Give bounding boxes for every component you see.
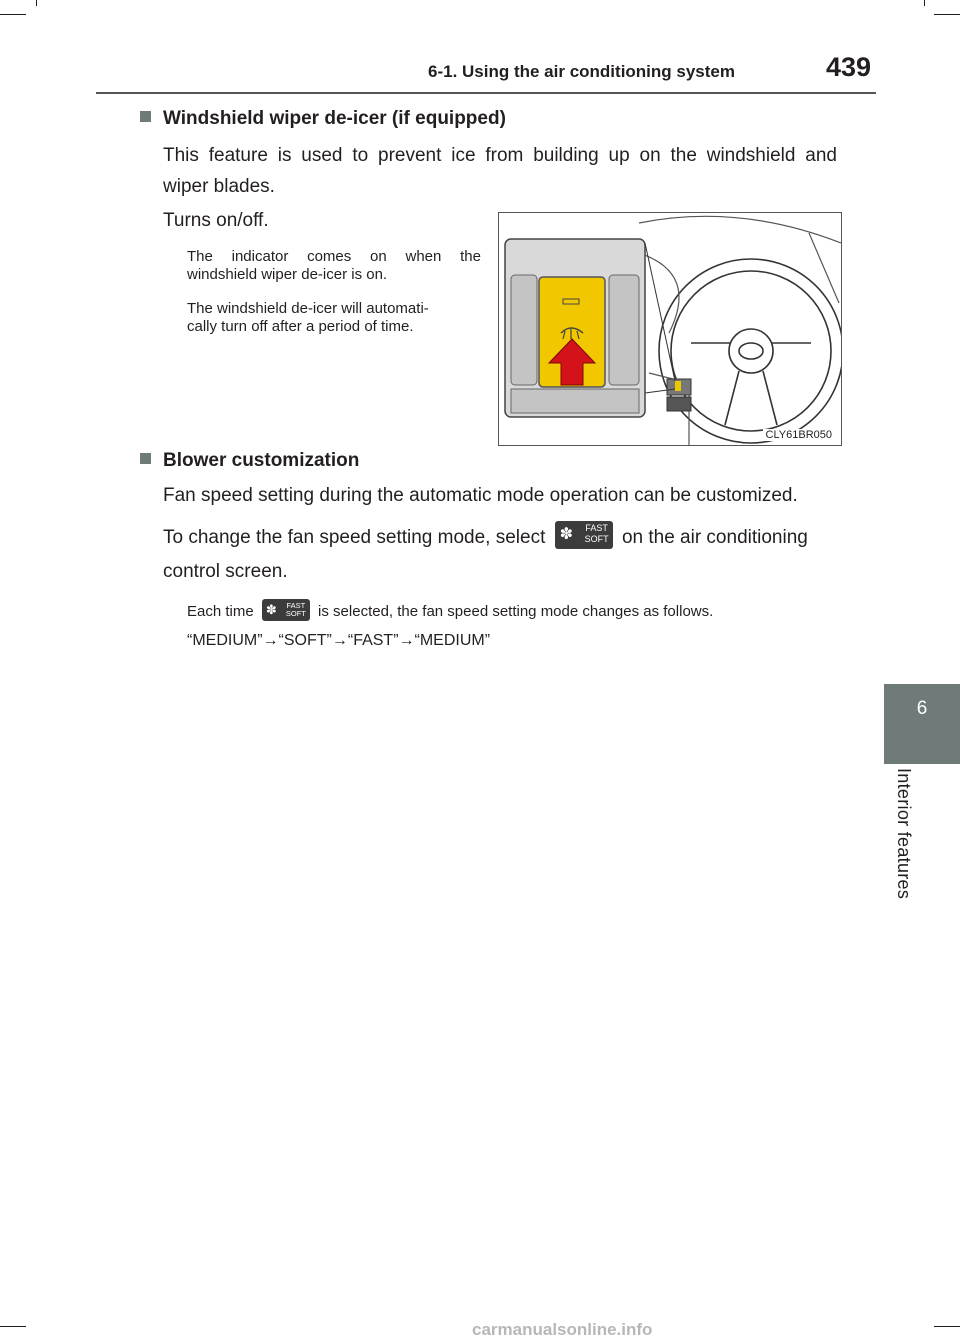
chapter-number: 6 (916, 698, 928, 719)
text-segment: To change the fan speed setting mode, select (163, 527, 546, 548)
steering-wheel-icon (659, 259, 841, 443)
zoomed-button-inset (505, 239, 645, 417)
note-line: windshield wiper de-icer is on. (187, 266, 388, 283)
section-heading-blower (140, 450, 359, 472)
text-segment: Each time (187, 603, 254, 620)
button-label: FAST SOFT (584, 523, 609, 544)
chapter-tab (884, 684, 960, 764)
crop-mark (0, 14, 26, 15)
paragraph-line: Fan speed setting during the automatic mode operation can be customized. (163, 485, 798, 506)
text-segment: on the air conditioning (621, 527, 808, 548)
fan-speed-button-icon (262, 599, 310, 621)
note-line: The windshield de-icer will automati- (187, 300, 429, 317)
figure-code: CLY61BR050 (763, 429, 835, 441)
paragraph-line: control screen. (163, 561, 288, 582)
section-heading-deicer (140, 108, 506, 130)
bullet-square-icon (140, 111, 151, 122)
paragraph-line-with-icon (163, 521, 808, 553)
page-number: 439 (826, 52, 872, 82)
button-label: FAST SOFT (285, 601, 306, 618)
section-title: 6-1. Using the air conditioning system (428, 62, 735, 81)
crop-mark (36, 0, 37, 6)
instruction-text: Turns on/off. (163, 210, 269, 231)
note-line-with-icon (187, 599, 713, 621)
heading-text: Blower customization (163, 450, 360, 471)
heading-text: Windshield wiper de-icer (if equipped) (163, 108, 506, 129)
mode-sequence: “MEDIUM”→“SOFT”→“FAST”→“MEDIUM” (187, 632, 491, 649)
bullet-square-icon (140, 453, 151, 464)
header-divider (96, 92, 876, 94)
watermark: carmanualsonline.info (472, 1320, 653, 1339)
crop-mark (924, 0, 925, 6)
paragraph-line: This feature is used to prevent ice from building up on the windshield and (163, 145, 837, 166)
crop-mark (934, 1326, 960, 1327)
fan-icon: ✽ (265, 602, 277, 617)
fan-speed-button-icon (555, 521, 613, 549)
zoom-callout-lines (645, 243, 675, 393)
fan-icon: ✽ (559, 526, 574, 543)
switch-panel (667, 379, 691, 411)
paragraph-line: wiper blades. (163, 176, 275, 197)
crop-mark (934, 14, 960, 15)
note-line: The indicator comes on when the (187, 248, 481, 265)
crop-mark (0, 1326, 26, 1327)
chapter-label: Interior features (894, 768, 914, 900)
note-line: cally turn off after a period of time. (187, 318, 414, 335)
deicer-illustration (498, 212, 842, 446)
dashboard-illustration (499, 213, 841, 445)
text-segment: is selected, the fan speed setting mode changes as follows. (318, 603, 714, 620)
